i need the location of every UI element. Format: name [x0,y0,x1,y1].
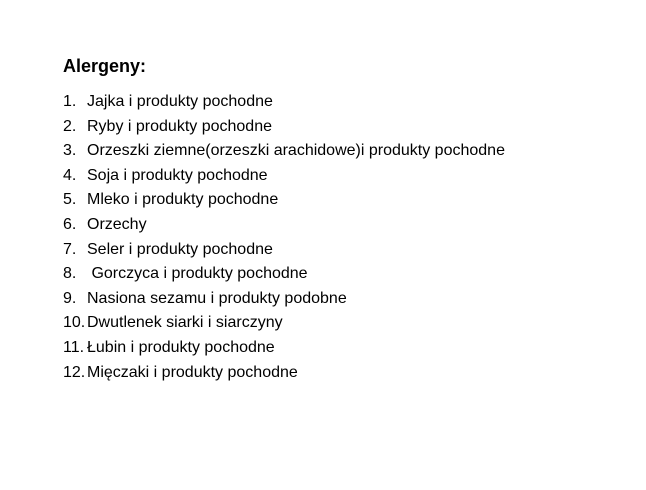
list-item-text: Dwutlenek siarki i siarczyny [87,314,283,332]
list-item-number: 3. [63,142,77,160]
list-item-text: Jajka i produkty pochodne [87,93,273,110]
page-title: Alergeny: [63,56,147,76]
allergen-list [63,91,505,386]
list-item [63,91,505,116]
list-item [63,288,505,313]
list-item [63,263,505,288]
list-item-number: 12. [63,363,86,381]
list-item-number: 9. [63,289,77,307]
list-item [63,214,505,239]
list-item [63,362,505,387]
list-item-text: Orzeszki ziemne(orzeszki arachidowe)i produkty pochodne [87,142,505,160]
list-item-number: 5. [63,191,77,209]
list-item-text: Łubin i produkty pochodne [87,338,275,356]
list-item [63,312,505,337]
list-item-text: Soja i produkty pochodne [87,166,268,184]
list-item-number: 6. [63,215,77,233]
list-item [63,189,505,214]
list-item-number: 10. [63,314,86,332]
list-item [63,140,505,165]
list-item-number: 11. [63,338,85,356]
list-item-text: Mleko i produkty pochodne [87,191,279,209]
list-item-text: Orzechy [87,215,147,233]
list-item-number: 1. [63,93,77,110]
list-item-text: Ryby i produkty pochodne [87,117,272,135]
list-item-text: Nasiona sezamu i produkty podobne [87,289,347,307]
list-item [63,337,505,362]
list-item-text: Gorczyca i produkty pochodne [87,265,308,283]
list-item-text: Seler i produkty pochodne [87,240,273,258]
list-item [63,165,505,190]
list-item-number: 4. [63,166,77,184]
list-item-number: 2. [63,117,77,135]
list-item-number: 7. [63,240,77,258]
list-item-text: Mięczaki i produkty pochodne [87,363,298,381]
list-item [63,116,505,141]
list-item [63,239,505,264]
list-item-number: 8. [63,265,77,283]
